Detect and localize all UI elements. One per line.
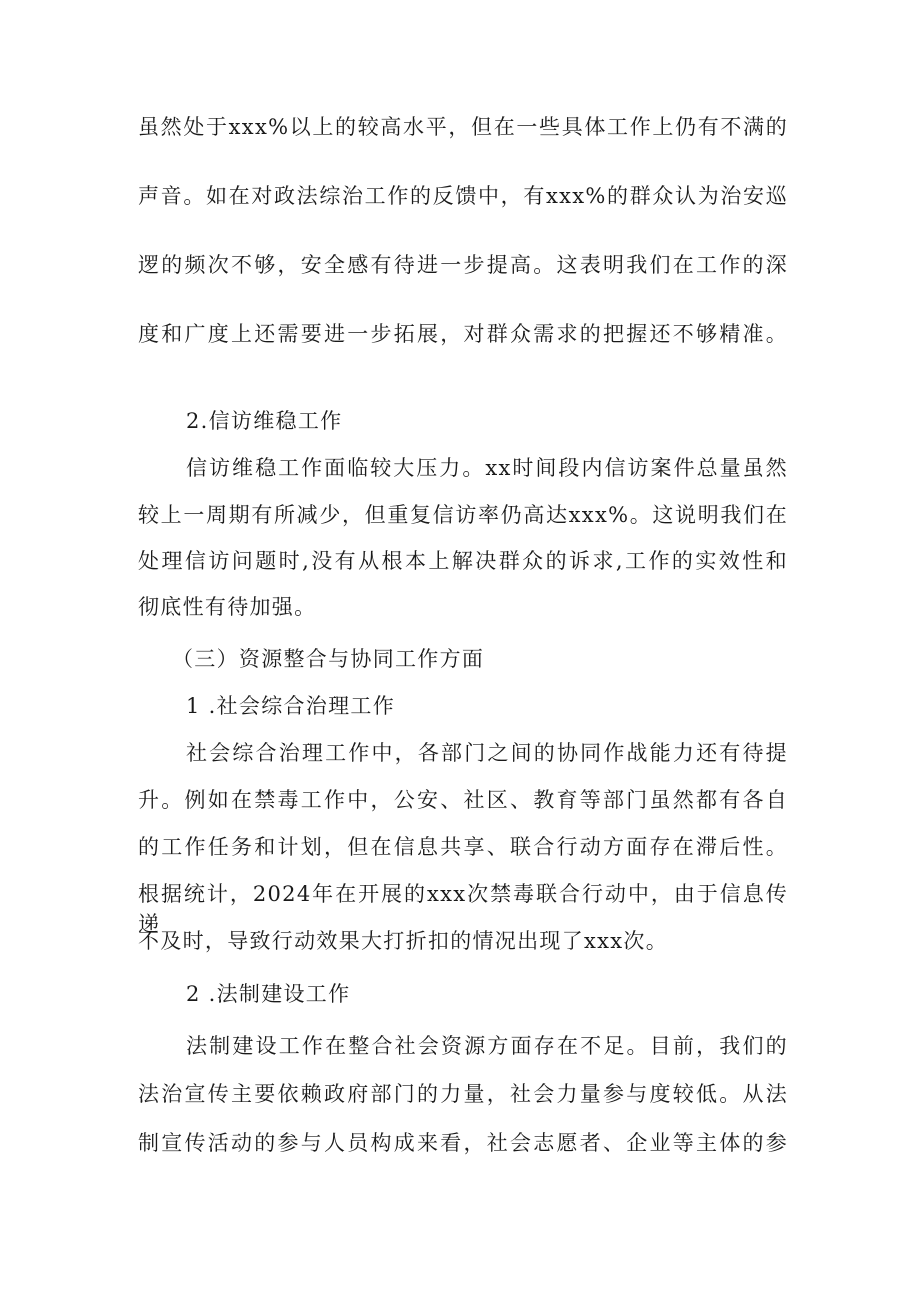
paragraph-line: 处理信访问题时,没有从根本上解决群众的诉求,工作的实效性和 <box>138 549 788 573</box>
paragraph-line: 升。例如在禁毒工作中，公安、社区、教育等部门虽然都有各自 <box>138 788 788 812</box>
paragraph-line: 法治宣传主要依赖政府部门的力量，社会力量参与度较低。从法 <box>138 1082 788 1106</box>
paragraph-line: 法制建设工作在整合社会资源方面存在不足。目前，我们的 <box>186 1034 788 1058</box>
paragraph-line: 根据统计，2024年在开展的xxx次禁毒联合行动中，由于信息传递 <box>138 882 788 936</box>
paragraph-line: 不及时，导致行动效果大打折扣的情况出现了xxx次。 <box>138 929 669 953</box>
section-heading: 2.信访维稳工作 <box>186 409 343 433</box>
section-heading: （三）资源整合与协同工作方面 <box>172 647 485 671</box>
paragraph-line: 虽然处于xxx%以上的较高水平，但在一些具体工作上仍有不满的 <box>138 115 788 139</box>
paragraph-line: 较上一周期有所减少，但重复信访率仍高达xxx%。这说明我们在 <box>138 503 788 527</box>
paragraph-line: 逻的频次不够，安全感有待进一步提高。这表明我们在工作的深 <box>138 253 788 277</box>
paragraph-line: 声音。如在对政法综治工作的反馈中，有xxx%的群众认为治安巡 <box>138 184 788 208</box>
paragraph-line: 的工作任务和计划，但在信息共享、联合行动方面存在滞后性。 <box>138 835 788 859</box>
paragraph-line: 社会综合治理工作中，各部门之间的协同作战能力还有待提 <box>186 741 788 765</box>
section-heading: 2 .法制建设工作 <box>186 982 351 1006</box>
section-heading: 1 .社会综合治理工作 <box>186 694 396 718</box>
paragraph-line: 信访维稳工作面临较大压力。xx时间段内信访案件总量虽然 <box>186 456 788 480</box>
paragraph-line: 彻底性有待加强。 <box>138 595 317 619</box>
paragraph-line: 度和广度上还需要进一步拓展，对群众需求的把握还不够精准。 <box>138 322 788 346</box>
paragraph-line: 制宣传活动的参与人员构成来看，社会志愿者、企业等主体的参 <box>138 1131 788 1155</box>
